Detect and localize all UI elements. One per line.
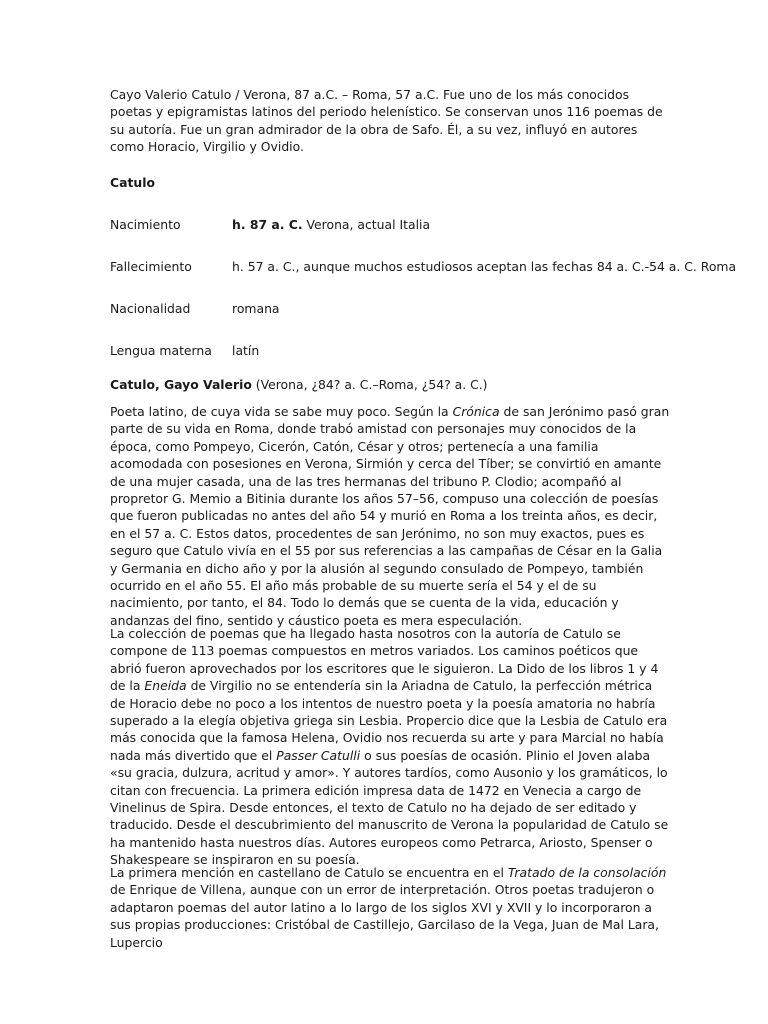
entry-heading-name: Catulo, Gayo Valerio bbox=[110, 377, 252, 392]
para1-text-a: Poeta latino, de cuya vida se sabe muy poco. Según la bbox=[110, 404, 453, 419]
nationality-value: romana bbox=[232, 301, 280, 316]
language-value: latín bbox=[232, 343, 260, 358]
body-paragraph-1 bbox=[110, 403, 670, 629]
para1-title-cronica: Crónica bbox=[452, 404, 500, 419]
para2-title-passer: Passer Catulli bbox=[276, 747, 361, 763]
entry-heading bbox=[110, 376, 670, 393]
entry-heading-dates: (Verona, ¿84? a. C.–Roma, ¿54? a. C.) bbox=[251, 377, 488, 392]
para3-text-a: La primera mención en castellano de Catulo se encuentra en el bbox=[110, 865, 508, 880]
infobox-title bbox=[110, 174, 670, 191]
language-label: Lengua materna bbox=[110, 343, 212, 358]
nationality-label: Nacionalidad bbox=[110, 301, 191, 316]
birth-value bbox=[232, 216, 430, 233]
infobox-title-text: Catulo bbox=[110, 175, 155, 190]
birth-date: h. 87 a. C. bbox=[232, 217, 303, 232]
para3-title-tratado: Tratado de la consolación bbox=[507, 865, 667, 880]
para2-text-e: o sus poesías de ocasión. Plinio el Joven alaba «su gracia, dulzura, acritud y amor». Y autores tardíos, como Ausonio y los gramáticos, lo citan con frecuencia. La primera edición impresa data de 1472 en Venecia a cargo de Vinelinus de Spira. Desde entonces, el texto de Catulo no ha dejado de ser editado y traducido. Desde el descubrimiento del manuscrito de Verona la popularidad de Catulo se ha mantenido hasta nuestros días. Autores europeos como Petrarca, Ariosto, Spenser o Shakespeare se inspiraron en su poesía. bbox=[110, 747, 669, 868]
para1-text-c: de san Jerónimo pasó gran parte de su vida en Roma, donde trabó amistad con personajes muy conocidos de la época, como Pompeyo, Cicerón, Catón, César y otros; pertenecía a una familia acomodada con posesiones en Verona, Sirmión y cerca del Tíber; se convirtió en amante de una mujer casada, una de las tres hermanas del tribuno P. Clodio; acompañó al propretor G. Memio a Bitinia durante los años 57–56, compuso una colección de poesías que fueron publicadas no antes del año 54 y murió en Roma a los treinta años, es decir, en el 57 a. C. Estos datos, procedentes de san Jerónimo, no son muy exactos, pues es seguro que Catulo vivía en el 55 por sus referencias a las campañas de César en la Galia y Germania en dicho año y por la alusión al segundo consulado de Pompeyo, también ocurrido en el año 55. El año más probable de su muerte sería el 54 y el de su nacimiento, por tanto, el 84. Todo lo demás que se cuenta de la vida, educación y andanzas del fino, sentido y cáustico poeta es mera especulación. bbox=[110, 404, 670, 628]
birth-label: Nacimiento bbox=[110, 217, 181, 232]
intro-paragraph: Cayo Valerio Catulo / Verona, 87 a.C. – Roma, 57 a.C. Fue uno de los más conocidos poetas y epigramistas latinos del periodo helenístico. Se conservan unos 116 poemas de su autoría. Fue un gran admirador de la obra de Safo. Él, a su vez, influyó en autores como Horacio, Virgilio y Ovidio. bbox=[110, 87, 663, 155]
para2-text-a: La colección de poemas que ha llegado hasta nosotros con la autoría de Catulo se compone de 113 poemas compuestos en metros variados. Los caminos poéticos que abrió fueron aprovechados por los escritores que le siguieron. La Dido de los libros 1 y 4 de la bbox=[110, 626, 659, 694]
death-value: h. 57 a. C., aunque muchos estudiosos aceptan las fechas 84 a. C.-54 a. C. Roma bbox=[232, 259, 737, 274]
death-label: Fallecimiento bbox=[110, 259, 192, 274]
para3-text-c: de Enrique de Villena, aunque con un error de interpretación. Otros poetas tradujeron o adaptaron poemas del autor latino a lo largo de los siglos XVI y XVII y lo incorporaron a sus propias producciones: Cristóbal de Castillejo, Garcilaso de la Vega, Juan de Mal Lara, Lupercio bbox=[110, 882, 659, 950]
para2-title-eneida: Eneida bbox=[144, 678, 187, 694]
birth-place: Verona, actual Italia bbox=[302, 217, 431, 232]
body-paragraph-3 bbox=[110, 864, 670, 951]
body-paragraph-2 bbox=[110, 625, 670, 869]
para2-text-c: de Virgilio no se entendería sin la Ariadna de Catulo, la perfección métrica de Horacio debe no poco a los intentos de nuestro poeta y la poesía amatoria no habría superado a la elegía objetiva griega sin Lesbia. Propercio dice que la Lesbia de Catulo era más conocida que la famosa Helena, Ovidio nos recuerda su arte y para Marcial no había nada más divertido que el bbox=[110, 678, 668, 763]
